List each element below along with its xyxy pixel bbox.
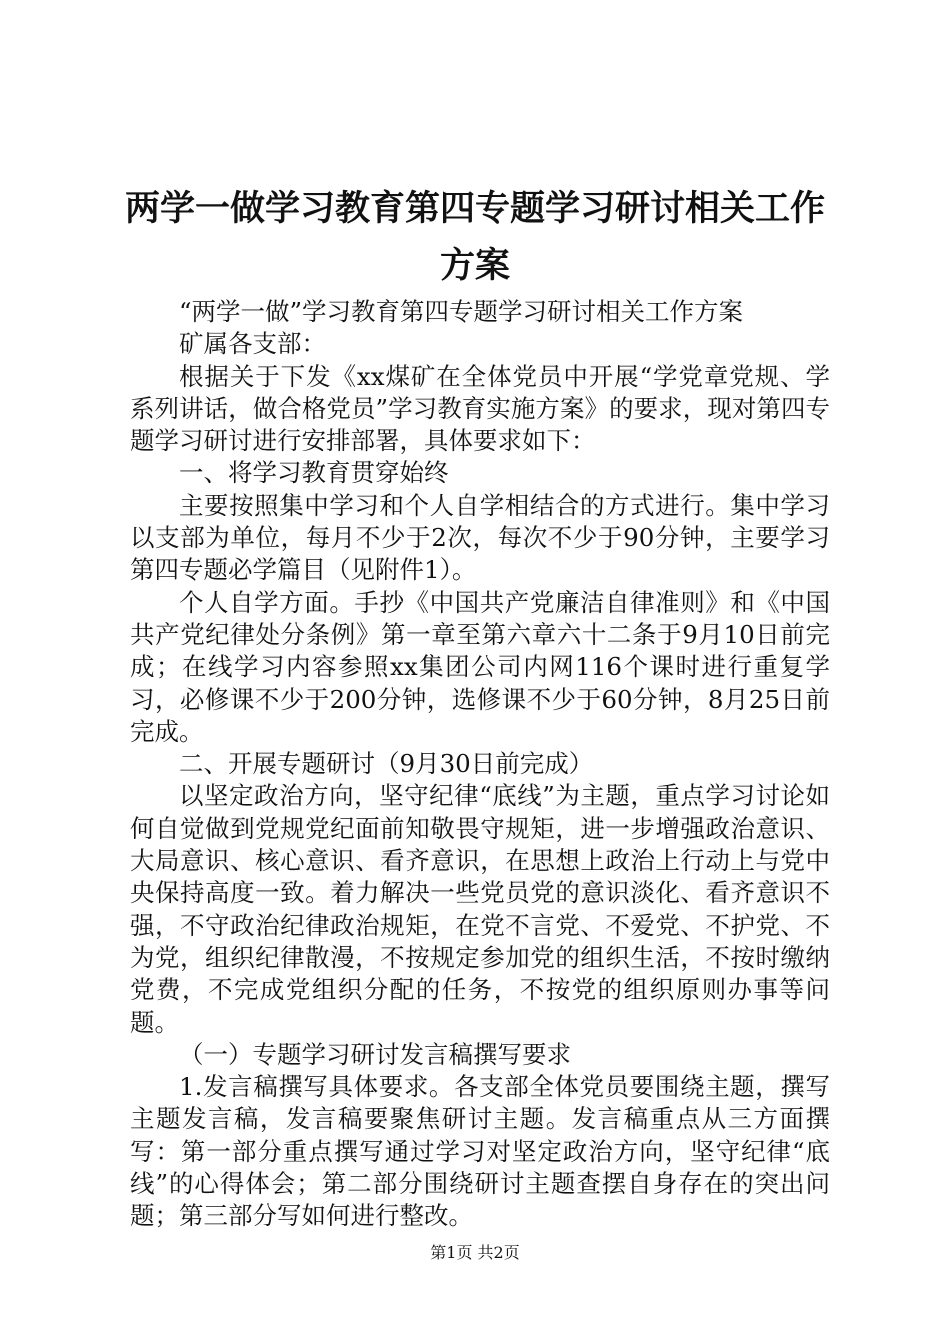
salutation-paragraph: 矿属各支部： bbox=[179, 329, 326, 359]
page-footer: 第1页 共2页 bbox=[430, 1243, 520, 1262]
section-heading-1: 一、将学习教育贯穿始终 bbox=[179, 458, 449, 488]
section-heading-2: 二、开展专题研讨（9月30日前完成） bbox=[179, 749, 594, 779]
document-title-line-1: 两学一做学习教育第四专题学习研讨相关工作 bbox=[124, 189, 825, 229]
document-title-line-2: 方案 bbox=[439, 246, 510, 286]
body-paragraph: 主要按照集中学习和个人自学相结合的方式进行。集中学习以支部为单位，每月不少于2次，每次不少于90分钟，主要学习第四专题必学篇目（见附件1）。 bbox=[130, 490, 830, 585]
body-paragraph: 1.发言稿撰写具体要求。各支部全体党员要围绕主题，撰写主题发言稿，发言稿要聚焦研讨主题。发言稿重点从三方面撰写：第一部分重点撰写通过学习对坚定政治方向，坚守纪律“底线”的心得体会；第二部分围绕研讨主题查摆自身存在的突出问题；第三部分写如何进行整改。 bbox=[130, 1072, 830, 1231]
document-body bbox=[130, 296, 830, 1233]
subtitle-paragraph: “两学一做”学习教育第四专题学习研讨相关工作方案 bbox=[179, 297, 744, 326]
body-paragraph: 以坚定政治方向，坚守纪律“底线”为主题，重点学习讨论如何自觉做到党规党纪面前知敬畏守规矩，进一步增强政治意识、大局意识、核心意识、看齐意识，在思想上政治上行动上与党中央保持高度一致。着力解决一些党员党的意识淡化、看齐意识不强，不守政治纪律政治规矩，在党不言党、不爱党、不护党、不为党，组织纪律散漫，不按规定参加党的组织生活，不按时缴纳党费，不完成党组织分配的任务，不按党的组织原则办事等问题。 bbox=[130, 781, 830, 1037]
intro-paragraph: 根据关于下发《xx煤矿在全体党员中开展“学党章党规、学系列讲话，做合格党员”学习教育实施方案》的要求，现对第四专题学习研讨进行安排部署，具体要求如下： bbox=[130, 361, 830, 456]
body-paragraph: 个人自学方面。手抄《中国共产党廉洁自律准则》和《中国共产党纪律处分条例》第一章至第六章六十二条于9月10日前完成；在线学习内容参照xx集团公司内网116个课时进行重复学习，必修课不少于200分钟，选修课不少于60分钟，8月25日前完成。 bbox=[130, 587, 830, 746]
subsection-heading-1: （一）专题学习研讨发言稿撰写要求 bbox=[179, 1039, 571, 1069]
